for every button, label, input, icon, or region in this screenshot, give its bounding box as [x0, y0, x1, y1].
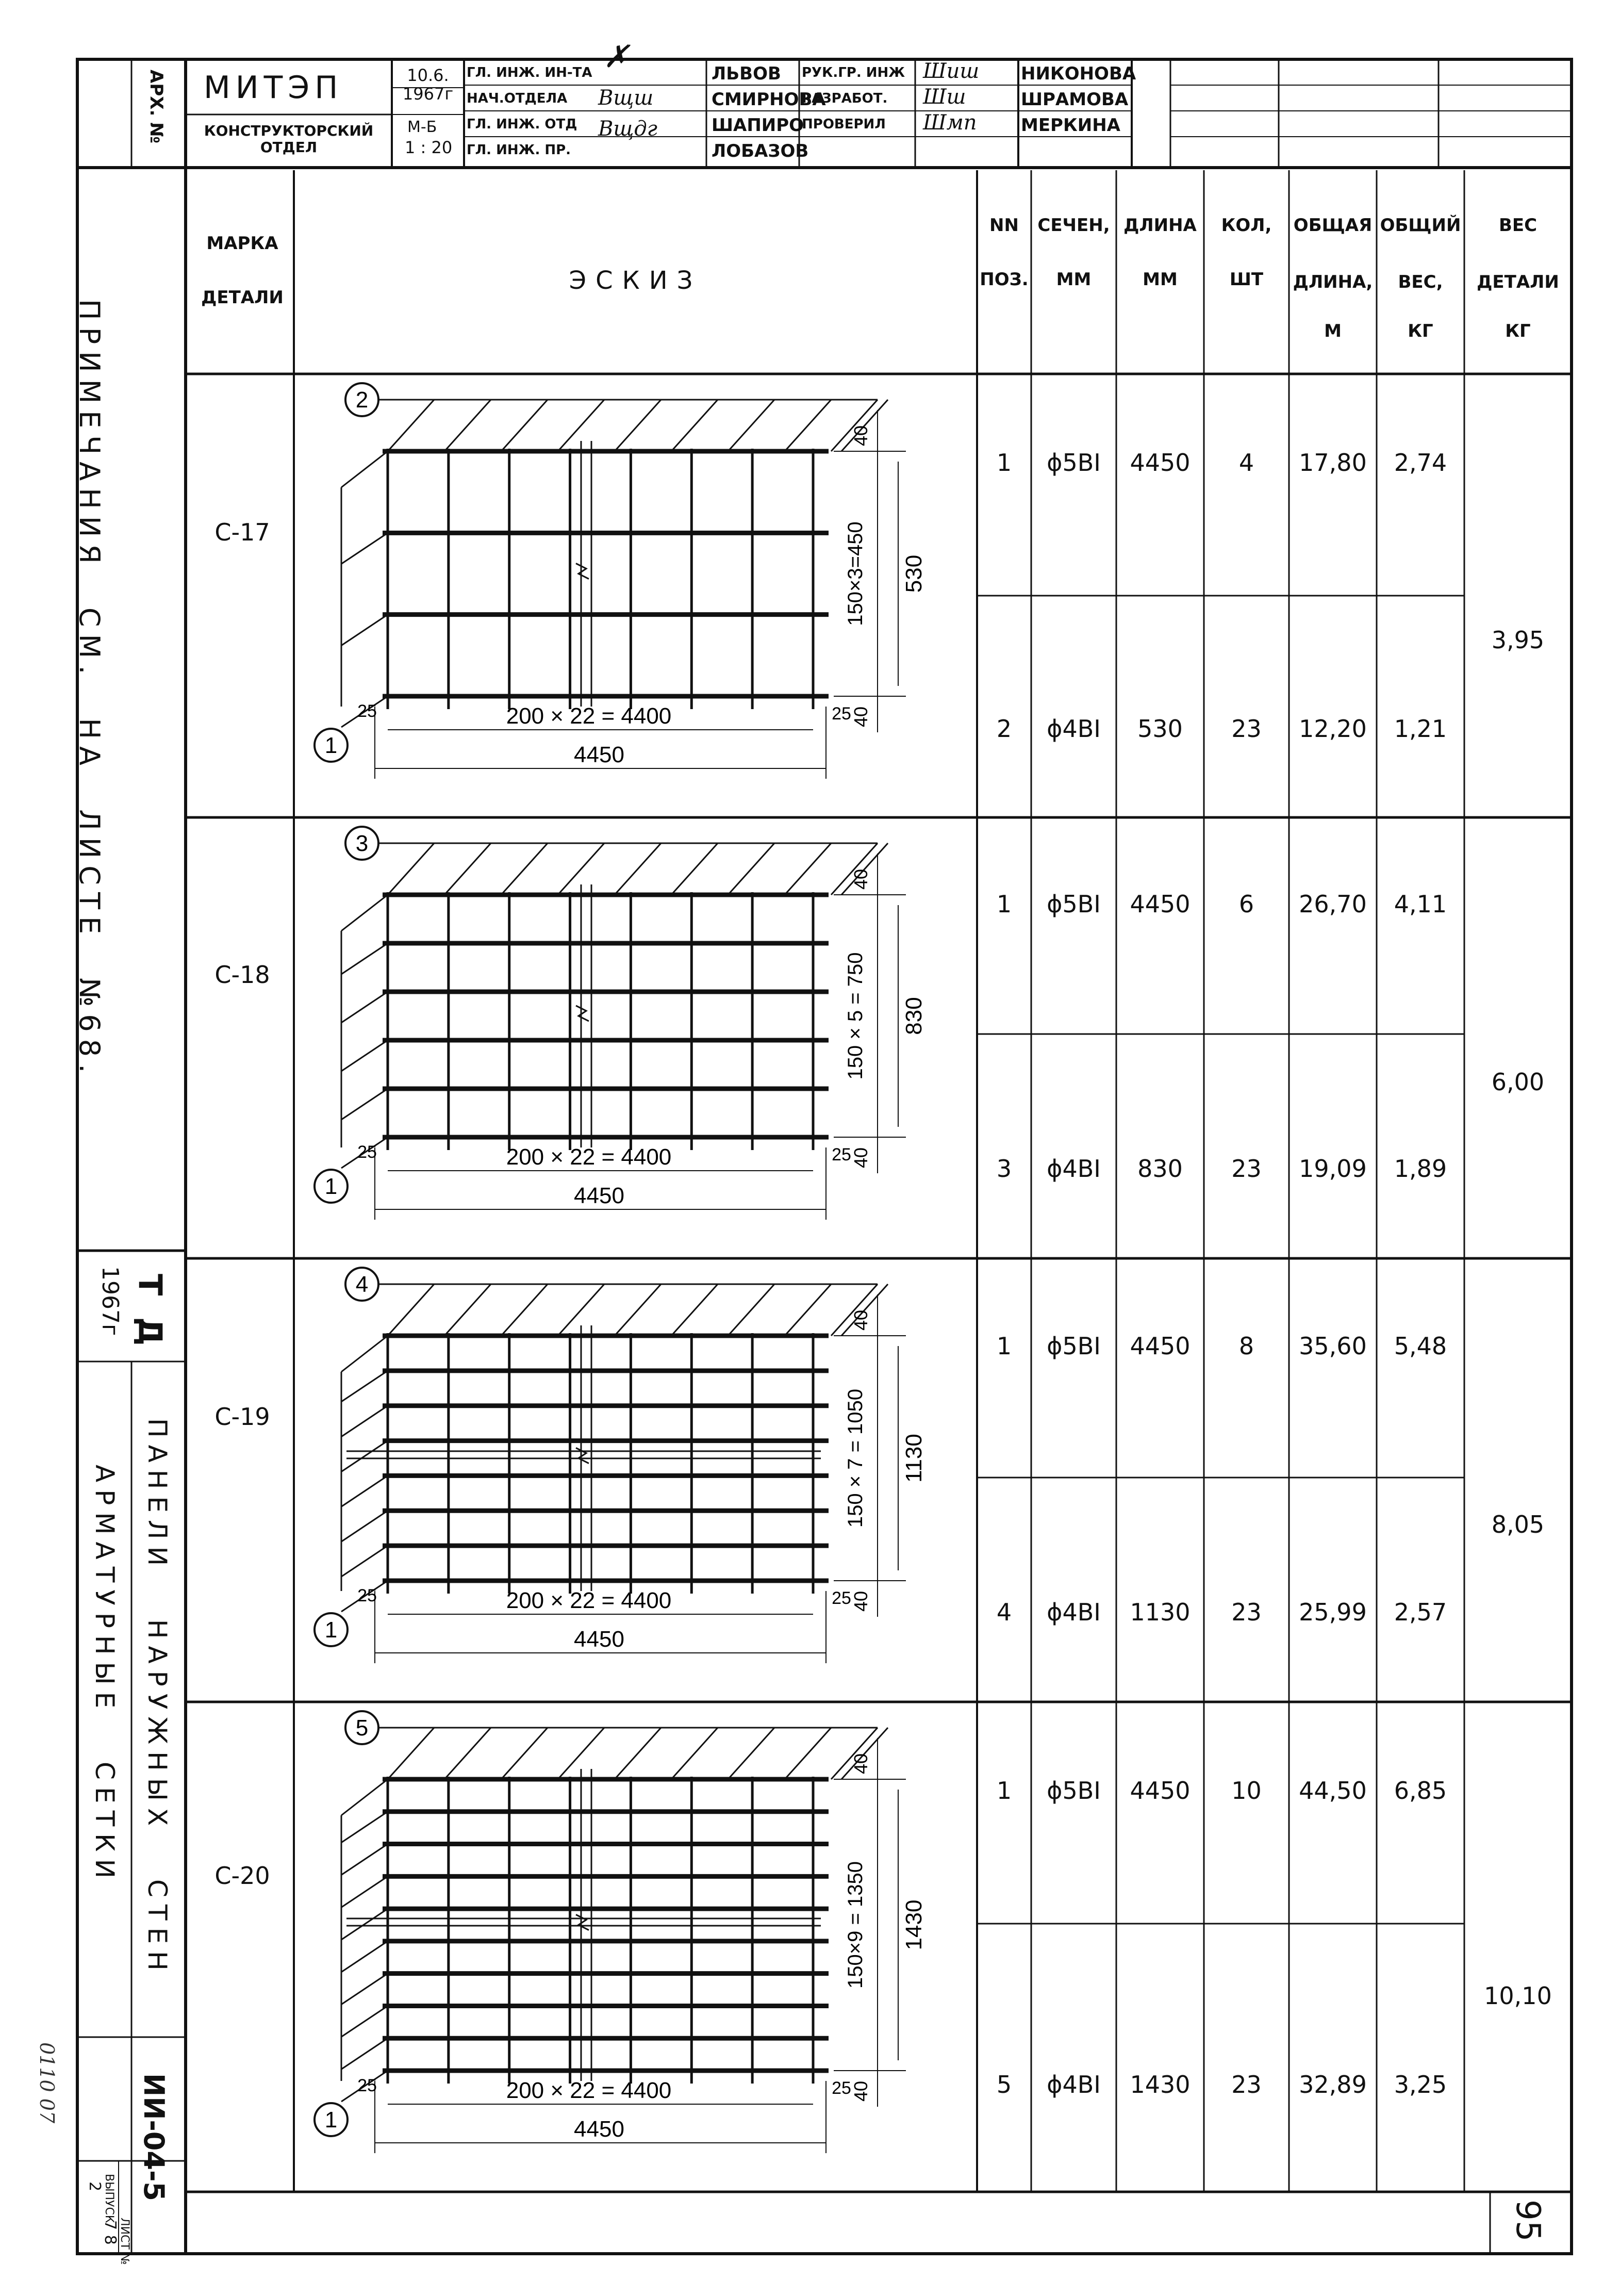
role-chief-engineer: ГЛ. ИНЖ. ИН-ТА: [467, 65, 592, 80]
detail-mark: С-17: [214, 518, 270, 546]
cell-pos: 2: [996, 715, 1012, 743]
name-merkina: МЕРКИНА: [1021, 115, 1120, 136]
cell-count: 6: [1238, 890, 1254, 918]
side-issue: 2: [86, 2182, 104, 2192]
break-symbol: [576, 1448, 589, 1464]
dim-edge-right: 25: [832, 2078, 851, 2098]
part-weight: 10,10: [1484, 1982, 1552, 2010]
side-series: ИИ-04-5: [138, 2073, 170, 2201]
cell-count: 4: [1238, 449, 1254, 477]
signature-6: Шмп: [923, 111, 977, 135]
detail-mark: С-18: [214, 961, 270, 989]
header-count-2: ШТ: [1229, 269, 1264, 290]
dim-span: 200 × 22 = 4400: [506, 703, 672, 729]
side-line: [341, 1546, 388, 1577]
dim-edge-bottom: 40: [850, 1147, 871, 1169]
dim-edge-left: 25: [357, 1142, 377, 1162]
cell-total-len: 19,09: [1299, 1155, 1367, 1183]
side-line: [341, 1406, 388, 1437]
side-title-1: ПАНЕЛИ НАРУЖНЫХ СТЕН: [142, 1418, 172, 1978]
break-symbol: [576, 1915, 589, 1930]
cell-length: 530: [1137, 715, 1183, 743]
side-line: [341, 943, 388, 974]
break-symbol: [576, 564, 589, 579]
cell-length: 4450: [1130, 890, 1191, 918]
hatch-line: [501, 400, 548, 451]
mesh-sketch: [295, 1258, 976, 1702]
header-total-len-2: ДЛИНА,: [1293, 272, 1373, 292]
cell-total-w: 2,74: [1394, 449, 1447, 477]
header-mark-1: МАРКА: [206, 233, 278, 254]
side-line: [341, 2006, 388, 2037]
header-sketch: ЭСКИЗ: [569, 266, 702, 295]
header-count-1: КОЛ,: [1221, 215, 1272, 236]
scale-label: М-Б: [407, 118, 437, 136]
signature-4: Шиш: [923, 59, 980, 83]
cell-length: 4450: [1130, 449, 1191, 477]
cell-length: 1430: [1130, 2071, 1191, 2098]
role-group-lead: РУК.ГР. ИНЖ: [802, 65, 905, 80]
cell-length: 4450: [1130, 1777, 1191, 1805]
role-checker: ПРОВЕРИЛ: [802, 117, 886, 132]
cell-total-w: 1,21: [1394, 715, 1447, 743]
position-callout-label: 1: [324, 1617, 338, 1643]
hatch-line: [671, 1284, 718, 1336]
notes-reference: ПРИМЕЧАНИЯ СМ. НА ЛИСТЕ №68.: [73, 299, 106, 1080]
cell-section: ϕ4BI: [1047, 1155, 1101, 1183]
side-year: 1967г: [97, 1266, 123, 1336]
side-line: [341, 533, 388, 564]
side-list: 7 8: [101, 2220, 119, 2245]
hatch-line: [501, 1284, 548, 1336]
cell-total-w: 5,48: [1394, 1332, 1447, 1360]
org-name: МИТЭП: [204, 70, 343, 106]
header-section-2: ММ: [1056, 269, 1092, 290]
date: 10.6. 1967г: [402, 65, 454, 104]
cell-length: 1130: [1130, 1598, 1191, 1626]
side-line: [341, 451, 388, 487]
dim-outer: 1430: [901, 1899, 927, 1950]
cell-total-w: 6,85: [1394, 1777, 1447, 1805]
side-line: [341, 1040, 388, 1071]
side-line: [341, 1441, 388, 1472]
cell-count: 8: [1238, 1332, 1254, 1360]
cell-pos: 1: [996, 449, 1012, 477]
header-total-w-2: ВЕС,: [1398, 272, 1443, 292]
mesh-sketch: [295, 374, 976, 817]
cell-section: ϕ5BI: [1047, 1332, 1101, 1360]
header-total-len-3: М: [1324, 321, 1342, 341]
cell-pos: 1: [996, 1777, 1012, 1805]
dim-span: 200 × 22 = 4400: [506, 1588, 672, 1613]
side-line: [341, 1336, 388, 1372]
cell-section: ϕ5BI: [1047, 449, 1101, 477]
name-lvov: ЛЬВОВ: [712, 63, 781, 84]
cell-total-len: 17,80: [1299, 449, 1367, 477]
hatch-line: [501, 843, 548, 895]
dim-span: 200 × 22 = 4400: [506, 1144, 672, 1170]
cell-pos: 5: [996, 2071, 1012, 2098]
dim-edge-left: 25: [357, 1586, 377, 1605]
dim-edge-right: 25: [832, 1145, 851, 1165]
cell-length: 830: [1137, 1155, 1183, 1183]
signature-5: Шш: [923, 85, 966, 109]
page-number: 95: [1509, 2200, 1547, 2242]
dim-edge-top: 40: [850, 1309, 871, 1331]
dim-inner: 150 × 5 = 750: [844, 952, 867, 1080]
hatch-line: [785, 843, 831, 895]
hatch-line: [444, 843, 491, 895]
hatch-line: [444, 1284, 491, 1336]
position-callout-label: 4: [355, 1272, 369, 1297]
hatch-line: [615, 843, 661, 895]
side-org: Т Д: [131, 1274, 169, 1351]
cell-total-w: 4,11: [1394, 890, 1447, 918]
cell-section: ϕ4BI: [1047, 715, 1101, 743]
hatch-line: [785, 1728, 831, 1779]
side-line: [341, 1475, 388, 1506]
header-part-w-2: ДЕТАЛИ: [1477, 272, 1559, 292]
header-total-w-3: КГ: [1408, 321, 1433, 341]
position-callout-label: 1: [324, 2107, 338, 2133]
hatch-line: [728, 1284, 774, 1336]
hatch-line: [615, 400, 661, 451]
archive-stamp: 0110 07: [36, 2042, 58, 2124]
side-title-2: АРМАТУРНЫЕ СЕТКИ: [90, 1465, 120, 1886]
dim-edge-top: 40: [850, 1753, 871, 1775]
header-total-w-1: ОБЩИЙ: [1380, 215, 1461, 236]
side-line: [341, 1844, 388, 1875]
cell-total-w: 1,89: [1394, 1155, 1447, 1183]
dim-edge-bottom: 40: [850, 2080, 871, 2102]
cell-section: ϕ5BI: [1047, 890, 1101, 918]
side-line: [341, 1812, 388, 1843]
cell-pos: 1: [996, 890, 1012, 918]
cell-section: ϕ4BI: [1047, 1598, 1101, 1626]
part-weight: 6,00: [1491, 1068, 1545, 1096]
scale: 1 : 20: [405, 138, 453, 157]
header-mark-2: ДЕТАЛИ: [201, 287, 284, 308]
hatch-line: [785, 1284, 831, 1336]
cell-count: 10: [1231, 1777, 1262, 1805]
cell-total-w: 2,57: [1394, 1598, 1447, 1626]
dim-inner: 150 × 7 = 1050: [844, 1388, 867, 1528]
header-length-2: ММ: [1143, 269, 1178, 290]
hatch-line: [671, 400, 718, 451]
role-dept-engineer: ГЛ. ИНЖ. ОТД: [467, 117, 577, 132]
dim-edge-right: 25: [832, 1588, 851, 1608]
cell-total-len: 26,70: [1299, 890, 1367, 918]
hatch-line: [728, 843, 774, 895]
dim-edge-right: 25: [832, 704, 851, 724]
side-issue-label: ВЫПУСК: [103, 2174, 115, 2223]
dim-total: 4450: [574, 1183, 624, 1208]
archive-number-label: АРХ. №: [146, 70, 167, 144]
department: КОНСТРУКТОРСКИЙ ОТДЕЛ: [204, 122, 374, 156]
position-callout-label: 2: [355, 387, 369, 413]
side-line: [341, 615, 388, 646]
position-callout-label: 5: [355, 1715, 369, 1741]
hatch-line: [501, 1728, 548, 1779]
side-line: [341, 1371, 388, 1402]
signature-1: ✗: [603, 39, 630, 75]
hatch-line: [785, 400, 831, 451]
header-length-1: ДЛИНА: [1123, 215, 1197, 236]
name-lobazov: ЛОБАЗОВ: [712, 141, 809, 161]
header-part-w-1: ВЕС: [1498, 215, 1538, 236]
side-line: [341, 1089, 388, 1120]
position-callout-label: 3: [355, 831, 369, 856]
dim-outer: 1130: [901, 1434, 927, 1483]
mesh-sketch: [295, 1702, 976, 2192]
cell-section: ϕ4BI: [1047, 2071, 1101, 2098]
signature-2: Вщш: [598, 86, 654, 110]
dim-inner: 150×9 = 1350: [844, 1861, 867, 1989]
header-pos-2: ПОЗ.: [980, 269, 1029, 290]
cell-total-len: 32,89: [1299, 2071, 1367, 2098]
role-developer: РАЗРАБОТ.: [802, 91, 888, 106]
name-nikonova: НИКОНОВА: [1021, 63, 1136, 84]
cell-pos: 4: [996, 1598, 1012, 1626]
hatch-line: [388, 1728, 434, 1779]
dim-edge-bottom: 40: [850, 1590, 871, 1612]
cell-count: 23: [1231, 2071, 1262, 2098]
part-weight: 3,95: [1491, 626, 1545, 654]
header-section-1: СЕЧЕН,: [1037, 215, 1110, 236]
cell-total-len: 12,20: [1299, 715, 1367, 743]
dim-inner: 150×3=450: [844, 521, 867, 626]
header-pos-1: NN: [989, 215, 1019, 236]
header-total-len-1: ОБЩАЯ: [1293, 215, 1373, 236]
dim-outer: 830: [901, 997, 927, 1035]
hatch-line: [444, 400, 491, 451]
hatch-line: [388, 843, 434, 895]
cell-count: 23: [1231, 1598, 1262, 1626]
hatch-line: [728, 1728, 774, 1779]
hatch-line: [615, 1728, 661, 1779]
cell-pos: 3: [996, 1155, 1012, 1183]
role-project-engineer: ГЛ. ИНЖ. ПР.: [467, 142, 571, 158]
side-line: [341, 1876, 388, 1907]
dim-total: 4450: [574, 742, 624, 767]
dim-edge-top: 40: [850, 425, 871, 447]
cell-total-len: 44,50: [1299, 1777, 1367, 1805]
position-callout-label: 1: [324, 1174, 338, 1199]
hatch-line: [615, 1284, 661, 1336]
cell-section: ϕ5BI: [1047, 1777, 1101, 1805]
position-callout-label: 1: [324, 733, 338, 758]
side-line: [341, 992, 388, 1023]
dim-edge-left: 25: [357, 2076, 377, 2095]
cell-pos: 1: [996, 1332, 1012, 1360]
cell-count: 23: [1231, 1155, 1262, 1183]
hatch-line: [444, 1728, 491, 1779]
break-symbol: [576, 1006, 589, 1021]
name-shramova: ШРАМОВА: [1021, 89, 1129, 110]
hatch-line: [671, 1728, 718, 1779]
side-line: [341, 1511, 388, 1541]
side-line: [341, 895, 388, 931]
dim-span: 200 × 22 = 4400: [506, 2078, 672, 2103]
cell-total-len: 25,99: [1299, 1598, 1367, 1626]
detail-mark: С-20: [214, 1861, 270, 1890]
part-weight: 8,05: [1491, 1511, 1545, 1538]
signature-3: Вщдг: [598, 117, 657, 141]
header-part-w-3: КГ: [1505, 321, 1531, 341]
dim-outer: 530: [901, 554, 927, 593]
cell-total-w: 3,25: [1394, 2071, 1447, 2098]
name-smirnova: СМИРНОВА: [712, 89, 826, 110]
cell-count: 23: [1231, 715, 1262, 743]
dim-edge-bottom: 40: [850, 706, 871, 728]
cell-total-len: 35,60: [1299, 1332, 1367, 1360]
side-line: [341, 1909, 388, 1940]
side-line: [341, 1941, 388, 1972]
cell-length: 4450: [1130, 1332, 1191, 1360]
hatch-line: [671, 843, 718, 895]
dim-edge-left: 25: [357, 701, 377, 721]
role-dept-head: НАЧ.ОТДЕЛА: [467, 91, 568, 106]
name-shapiro: ШАПИРО: [712, 115, 804, 136]
hatch-line: [388, 400, 434, 451]
mesh-sketch: [295, 817, 976, 1258]
dim-edge-top: 40: [850, 868, 871, 890]
hatch-line: [388, 1284, 434, 1336]
side-list-label: ЛИСТ №: [118, 2218, 131, 2265]
side-line: [341, 1779, 388, 1815]
hatch-line: [728, 400, 774, 451]
side-line: [341, 2038, 388, 2069]
dim-total: 4450: [574, 2117, 624, 2142]
side-line: [341, 1974, 388, 2005]
dim-total: 4450: [574, 1627, 624, 1652]
detail-mark: С-19: [214, 1402, 270, 1431]
